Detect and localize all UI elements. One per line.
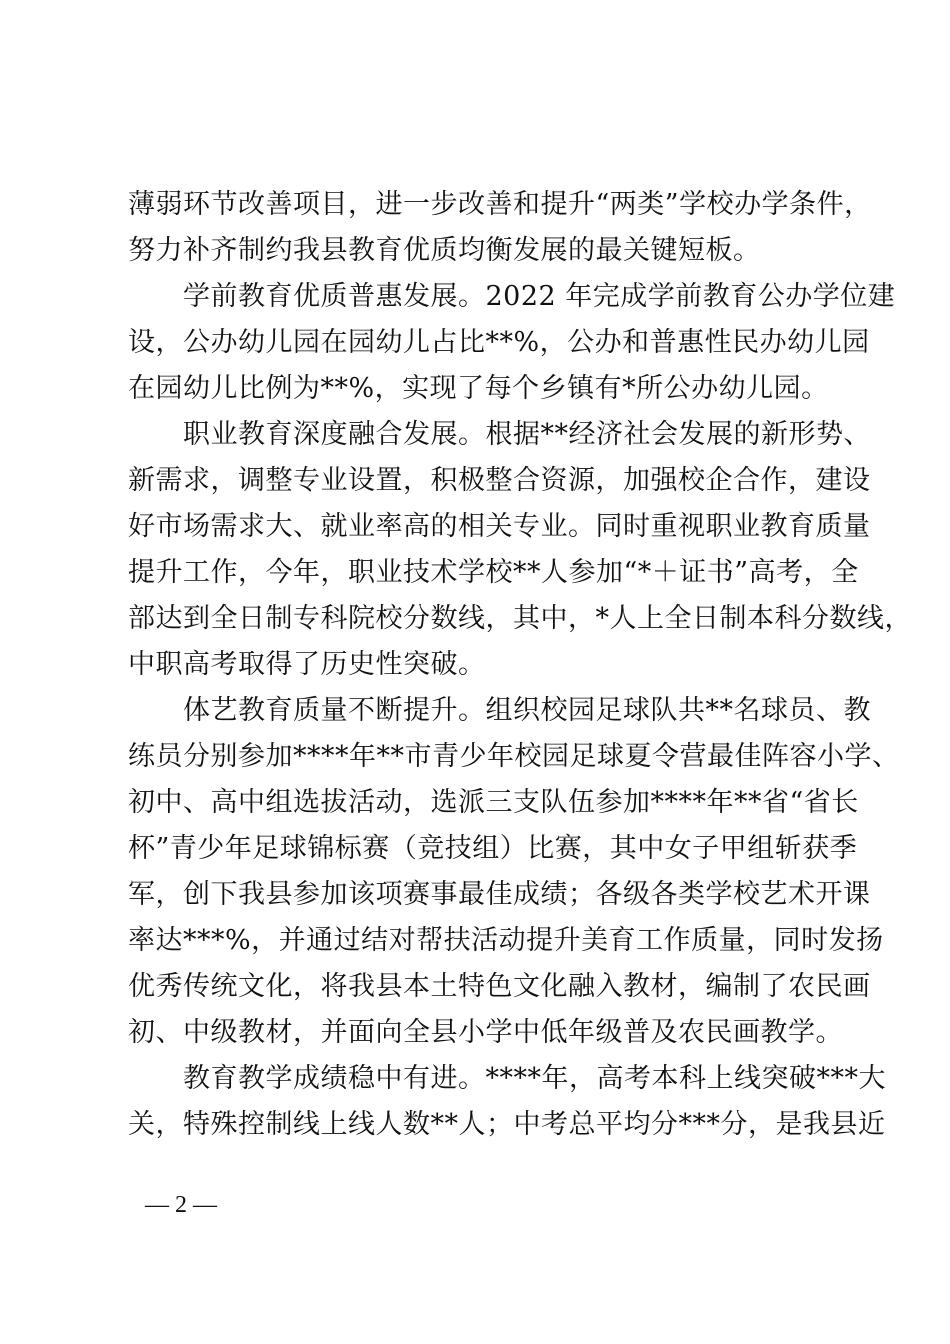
text-line: 优秀传统文化，将我县本土特色文化融入教材，编制了农民画 [128,971,871,1002]
paragraph-sports-arts-education [128,688,900,1056]
text-line: 中职高考取得了历史性突破。 [128,649,486,680]
text-line: 杯”青少年足球锦标赛（竞技组）比赛，其中女子甲组斩获季 [128,833,858,864]
paragraph-preschool-education [128,274,896,412]
text-line: 新需求，调整专业设置，积极整合资源，加强校企合作，建设 [128,465,871,496]
paragraph-vocational-education [128,412,912,688]
text-line: 初、中级教材，并面向全县小学中低年级普及农民画教学。 [128,1017,843,1048]
text-line: 在园幼儿比例为**%，实现了每个乡镇有*所公办幼儿园。 [128,373,829,404]
document-body [128,182,912,1148]
paragraph-continuation [128,182,872,274]
text-line: 设，公办幼儿园在园幼儿占比**%，公办和普惠性民办幼儿园 [128,327,870,358]
text-line: 提升工作，今年，职业技术学校**人参加“*＋证书”高考，全 [128,557,859,588]
text-line: 部达到全日制专科院校分数线，其中，*人上全日制本科分数线， [128,603,912,634]
text-line: 薄弱环节改善项目，进一步改善和提升“两类”学校办学条件， [128,189,872,220]
text-line: 军，创下我县参加该项赛事最佳成绩；各级各类学校艺术开课 [128,879,871,910]
paragraph-teaching-results [128,1056,886,1148]
text-line: 学前教育优质普惠发展。2022 年完成学前教育公办学位建 [128,281,896,312]
text-line: 努力补齐制约我县教育优质均衡发展的最关键短板。 [128,235,761,266]
text-line: 关，特殊控制线上线人数**人；中考总平均分***分，是我县近 [128,1109,886,1140]
text-line: 职业教育深度融合发展。根据**经济社会发展的新形势、 [128,419,871,450]
page-number: — 2 — [145,1192,217,1218]
text-line: 体艺教育质量不断提升。组织校园足球队共**名球员、教 [128,695,871,726]
text-line: 教育教学成绩稳中有进。****年，高考本科上线突破***大 [128,1063,886,1094]
text-line: 练员分别参加****年**市青少年校园足球夏令营最佳阵容小学、 [128,741,900,772]
text-line: 率达***%，并通过结对帮扶活动提升美育工作质量，同时发扬 [128,925,884,956]
text-line: 好市场需求大、就业率高的相关专业。同时重视职业教育质量 [128,511,871,542]
text-line: 初中、高中组选拔活动，选派三支队伍参加****年**省“省长 [128,787,859,818]
